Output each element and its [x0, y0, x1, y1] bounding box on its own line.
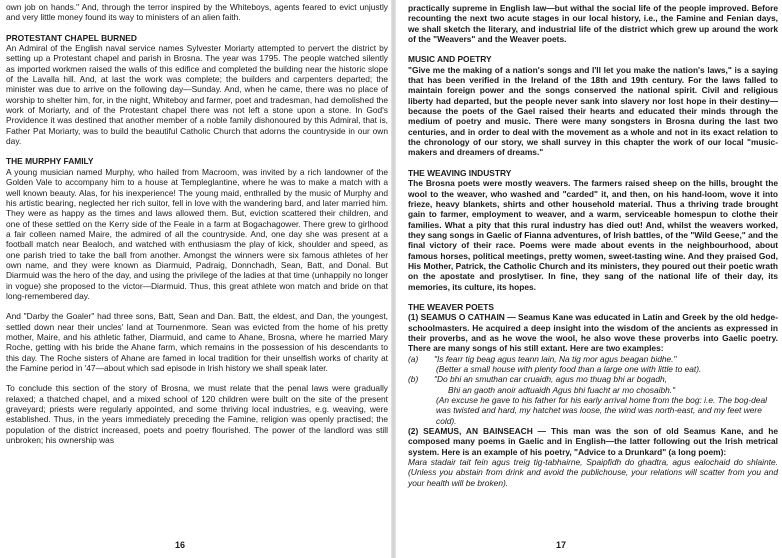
seamus-o-cathain-paragraph: [408, 312, 778, 353]
seamus-o-cathain-text: — Seamus Kane was educated in Latin and Greek by the old hedge-schoolmasters. He acquired a deep insight into the wisdom of the ancients as expressed in their proverbs, and as he wove the wool, he also wove these proverbs into Gaelic poetry. There are many songs of his still extant. Here are two examples:: [408, 312, 778, 354]
heading-music-and-poetry: MUSIC AND POETRY: [408, 54, 492, 65]
heading-protestant-chapel-burned: PROTESTANT CHAPEL BURNED: [6, 32, 137, 43]
right-intro-paragraph: practically supreme in English law—but withal the social life of the people improved. Before recounting the next two acute stages in our local history, i.e., the Famine and Fenian days, we shall sketch the literary, and industrial life of the district which grew up around the work of the "Weavers" and the Weaver poets.: [408, 3, 778, 45]
page-number-right: 17: [556, 539, 567, 550]
example-a-label: (a): [408, 353, 419, 364]
seamus-an-bainseach-name: (2) SEAMUS, AN BAINSEACH: [408, 426, 533, 437]
murphy-family-paragraph-1: A young musician named Murphy, who hailed from Macroom, was invited by a rich landowner of the Golden Vale to accompany him to a house at Templeglantine, where he was to make a match with a well known beauty. Alas, for his inexperience! The young maid, enthralled by the music of Murphy and his artistic bearing, neglected her rich suitor, fell in love with the wandering bard, and later married him. They were as happy as the times and laws allowed them. But, eviction scattered their children, and one of these settled on the Kerry side of the Feale in a farm at Bogachagower. There grew to girlhood a fair colleen named Maire, the admired of all the countryside. And, one day she was present at a football match near Bealoch, and watched with enthusiasm the play of kick, shoulder and speed, as one parish tried to take the ball from another. Amongst the winners were six famous athletes of her own name, and they were known as Diarmuid, Padraig, Donnchadh, Sean, Batt, and Donal. But Diarmuid was the hero of the day, and using the privilege of the ladies at that time (unhappily no longer in vogue) she proposed to the victor—Diarmuid. Thus, this great athlete won match and bride on that long-remembered day.: [6, 166, 388, 301]
weaving-industry-paragraph: The Brosna poets were mostly weavers. The farmers raised sheep on the hills, brought the wool to the weaver, who washed and "carded" it, and then, on his hand-loom, wove it into frieze, heavy blankets, shirts and other household material. Thus a thriving trade brought gain to farmer, employment to weaver, and a warm, serviceable homespun to clothe their families. What a pity that this rural industry has died out! And, whilst the weavers worked, they sang songs in Gaelic of Fianna adventures, of Irish battles, of the "Wild Geese," and the final victory of their race. Poems were made about events in the neighbourhood, about famous horses, political meetings, pretty women, sweet-tasting wine. And they praised God, His Mother, Patrick, the Catholic Church and its ministers, they poured out their poetic wrath on the apostate and proslytiser. In fine, they sang of the national life of their day, its memories, its culture, its hopes.: [408, 178, 778, 292]
murphy-family-paragraph-2: And "Darby the Goaler" had three sons, Batt, Sean and Dan. Batt, the eldest, and Dan, the youngest, settled down near their uncles' land at Tournenmore. Sean was evicted from the home of his pretty mother, Maire, and his athletic father, Diarmuid, and came to Ahane, Brosna, where he married Mary Roche, getting with his bride the Ahane farm, which remains in the possession of his descendants to this day. The Roche sisters of Ahane are famed in local tradition for their unselfish works of charity at the Famine period in '47—about which sad episode in Irish history we shall speak later.: [6, 311, 388, 373]
page-number-left: 16: [175, 539, 186, 550]
example-b-gaelic-line-1: "Do bhi an smuthan car cruaidh, agus mo thuag bhi ar bogadh,: [434, 374, 667, 385]
advice-to-drunkard-quote: Mara stadair tait fein agus treig tig-tabhairne, Spaipfidh do ghadtra, agus ealochaid do shlainte. (Unless you abstain from drink and avoid the publichouse, your relations will scatter from you and your health will be broken).: [408, 457, 778, 488]
example-a-gaelic: "Is fearr tig beag agus teann lain, Na tig mor agus beagan bidhe.": [434, 353, 677, 364]
example-a-translation: (Better a small house with plenty food than a large one with little to eat).: [436, 364, 702, 374]
seamus-an-bainseach-text: — This man was the son of old Seamus Kane, and he composed many poems in Gaelic and in English—the latter following out the Irish metrical system. Here is an example of his poetry, "Advice to a Drunkard" (a long poem):: [408, 426, 778, 457]
heading-murphy-family: THE MURPHY FAMILY: [6, 156, 94, 167]
seamus-an-bainseach-paragraph: [408, 426, 778, 457]
right-page: [396, 0, 782, 558]
example-b-label: (b): [408, 374, 419, 385]
example-b: [408, 374, 778, 426]
example-b-translation: (An excuse he gave to his father for his early arrival home from the bog: i.e. The bog-deal was twisted and hard, my hatchet was loose, the wind was north-east, and my feet were cold).: [436, 395, 767, 426]
heading-weaver-poets: THE WEAVER POETS: [408, 301, 494, 312]
example-b-gaelic-line-2: Bhi an gaoth anoir adtuaidh Agus bhi fuacht ar mo chosaibh.": [448, 384, 676, 395]
seamus-o-cathain-name: (1) SEAMUS O CATHAIN: [408, 312, 505, 323]
music-poetry-paragraph: "Give me the making of a nation's songs and I'll let you make the nation's laws," is a saying that has been verified in the Ireland of the 18th and 19th century. For the laws falled to maintain foreign power and the songs conserved the national spirit. Civil and religious liberty had departed, but the people never sank into slavery nor lost hope in their destiny—because the poets of the Gael raised their hearts and educated their minds through the medium of poetry and music. There were many songsters in Brosna during the last two centuries, and in order to deal with the movement as a whole and not in its exact relation to the chronology of our story, we shall survey in this chapter the work of our local "music-makers and dreamers of dreams.": [408, 64, 778, 158]
murphy-family-paragraph-3: To conclude this section of the story of Brosna, we must relate that the penal laws were gradually relaxed; a thatched chapel, and a mixed school of 120 children were built on the site of the present graveyard; priests were regularly appointed, and some thriving local industries, e.g. weaving, were established. Thus, in the years immediately preceding the Famine, religion was openly practised; the population of the district increased, poets and poetry flourished. The power of the landlord was still unbroken; his ownership was: [6, 383, 388, 446]
protestant-chapel-paragraph: An Admiral of the English naval service names Sylvester Moriarty attempted to pervert the district by setting up a Protestant chapel and parish in Brosna. The year was 1795. The people watched silently as imported workmen raised the walls of this edifice and completed the building near the historic slope of the Lavalla hill. And, at last the work was complete; the builders and carpenters departed; the minister was due to arrive on the following day—Sunday. And, when he came, there was no place of worship to shelter him, for, in the night, Whiteboy and farmer, poet and tradesman, had demolished the work of Moriarty, and of the Protestant chapel there was not left a stone upon a stone. In God's Providence it was destined that another member of a noble family dishonoured by this Admiral, that is, Father Pat Moriarty, was to build the beautiful Catholic Church that adorns the countryside in our own day.: [6, 43, 388, 147]
example-a: [408, 354, 778, 375]
left-intro-paragraph: own job on hands." And, through the terror inspired by the Whiteboys, agents feared to evict unjustly and very little money found its way to ministers of an alien faith.: [6, 2, 388, 23]
heading-weaving-industry: THE WEAVING INDUSTRY: [408, 167, 512, 178]
